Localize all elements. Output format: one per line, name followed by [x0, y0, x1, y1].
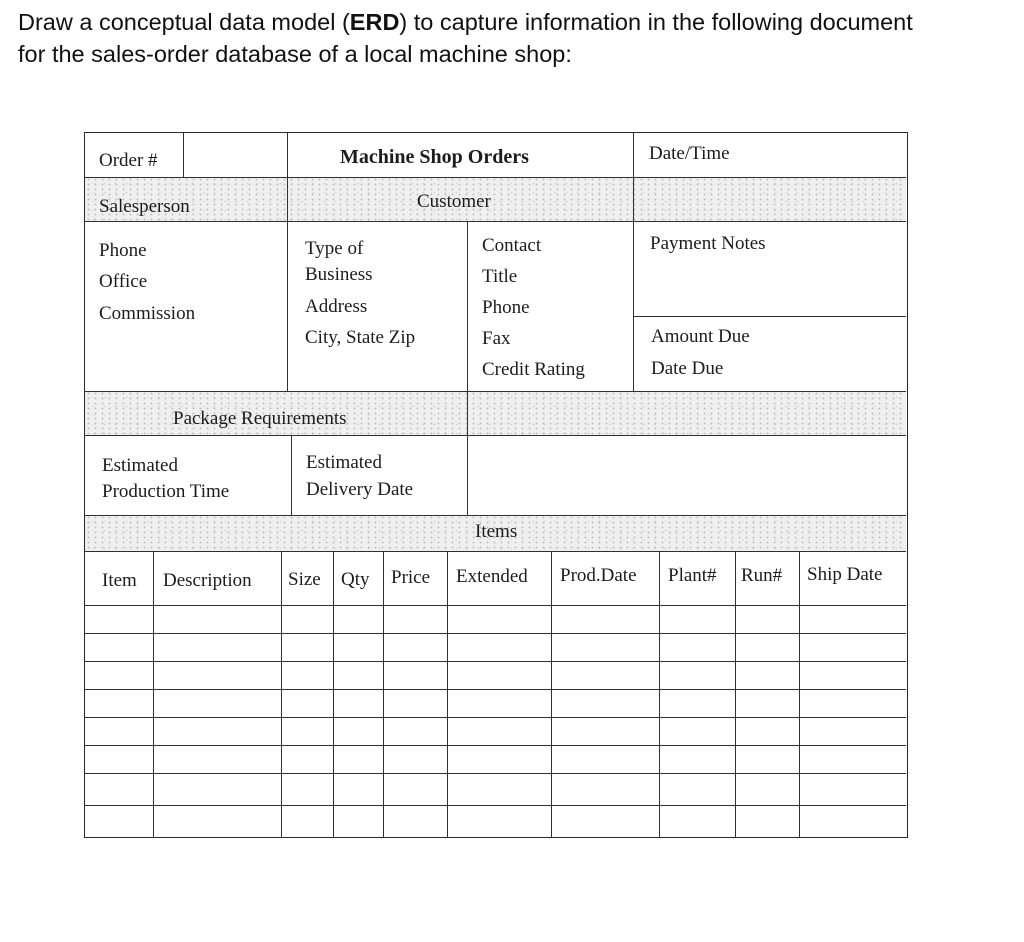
col-price: Price — [391, 567, 431, 588]
salesperson-band — [85, 177, 906, 221]
col-size: Size — [288, 569, 321, 590]
est-production-line2: Production Time — [102, 481, 230, 502]
col-prod-date: Prod.Date — [560, 565, 637, 586]
col-plant-number: Plant# — [668, 565, 717, 586]
col-description: Description — [163, 570, 252, 591]
contact-title-label: Title — [482, 266, 518, 287]
salesperson-phone-label: Phone — [99, 240, 147, 261]
col-ship-date: Ship Date — [807, 564, 883, 585]
business-label: Business — [305, 264, 373, 285]
salesperson-label: Salesperson — [99, 196, 190, 217]
amount-due-label: Amount Due — [651, 326, 750, 347]
prompt-erd-bold: ERD — [349, 9, 400, 35]
col-run-number: Run# — [741, 565, 783, 586]
contact-phone-label: Phone — [482, 297, 530, 318]
items-label: Items — [475, 521, 518, 542]
payment-notes-label: Payment Notes — [650, 233, 766, 254]
col-item: Item — [102, 570, 137, 591]
contact-label: Contact — [482, 235, 542, 256]
est-production-line1: Estimated — [102, 455, 178, 476]
prompt-line2: for the sales-order database of a local machine shop: — [18, 41, 572, 67]
assignment-prompt — [18, 6, 1008, 70]
est-delivery-line1: Estimated — [306, 452, 382, 473]
package-requirements-label: Package Requirements — [173, 408, 347, 429]
city-state-zip-label: City, State Zip — [305, 327, 416, 348]
salesperson-commission-label: Commission — [99, 303, 196, 324]
col-extended: Extended — [456, 566, 528, 587]
date-time-label: Date/Time — [649, 143, 730, 164]
prompt-line1-post: ) to capture information in the following document — [399, 9, 913, 35]
order-number-label: Order # — [99, 150, 158, 171]
prompt-line1-pre: Draw a conceptual data model ( — [18, 9, 350, 35]
form-title: Machine Shop Orders — [340, 146, 529, 168]
fax-label: Fax — [482, 328, 511, 349]
address-label: Address — [305, 296, 368, 317]
credit-rating-label: Credit Rating — [482, 359, 585, 380]
salesperson-office-label: Office — [99, 271, 148, 292]
machine-shop-order-form — [84, 132, 908, 838]
est-delivery-line2: Delivery Date — [306, 479, 414, 500]
type-of-label: Type of — [305, 238, 364, 259]
customer-label: Customer — [417, 191, 491, 212]
date-due-label: Date Due — [651, 358, 724, 379]
col-qty: Qty — [341, 569, 370, 590]
